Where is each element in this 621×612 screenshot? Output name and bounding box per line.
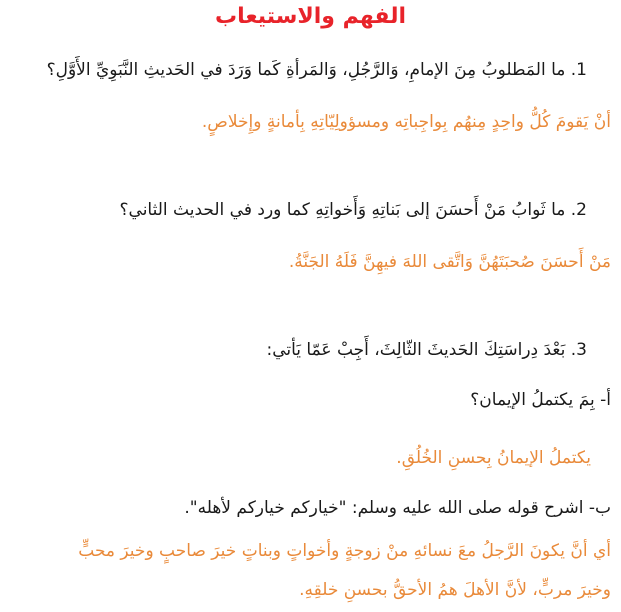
question-1: 1. ما المَطلوبُ مِنَ الإمامِ، وَالرَّجُلِ، وَالمَرأةِ كَما وَرَدَ في الحَديثِ النَّبَوِيِّ الأَوَّلِ؟ bbox=[46, 60, 587, 80]
answer-3b-line-1: أي أنَّ يكونَ الرَّجلُ معَ نسائهِ منْ زوجةٍ وأخواتٍ وبناتٍ خيرَ صاحبٍ وخيرَ محبٍّ bbox=[78, 541, 611, 561]
question-3a: أ- بِمَ يكتملُ الإيمان؟ bbox=[470, 390, 611, 410]
answer-1: أنْ يَقومَ كُلُّ واحِدٍ مِنهُم بِواجِباتِه ومسؤولِيّاتِهِ بِأمانةٍ وإِخلاصٍ. bbox=[201, 112, 611, 132]
question-3b: ب- اشرح قوله صلى الله عليه وسلم: "خياركم خياركم لأهله". bbox=[184, 498, 611, 518]
question-2: 2. ما ثَوابُ مَنْ أَحسَنَ إلى بَناتِهِ وَأَخواتِهِ كما ورد في الحديث الثاني؟ bbox=[119, 200, 587, 220]
answer-2: مَنْ أَحسَنَ صُحبَتَهُنَّ وَاتَّقى اللهَ فيهِنَّ فَلَهُ الجَنَّةُ. bbox=[288, 252, 611, 272]
answer-3b-line-2: وخيرَ مربٍّ، لأنَّ الأهلَ همُ الأحقُّ بحسنِ خلقِهِ. bbox=[299, 580, 611, 600]
section-title: الفهم والاستيعاب bbox=[214, 4, 407, 29]
question-3: 3. بَعْدَ دِراسَتِكَ الحَديثَ الثّالِثَ، أَجِبْ عَمّا يَأتي: bbox=[266, 340, 587, 360]
answer-3a: يكتملُ الإيمانُ بِحسنِ الخُلُقِ. bbox=[396, 448, 591, 468]
